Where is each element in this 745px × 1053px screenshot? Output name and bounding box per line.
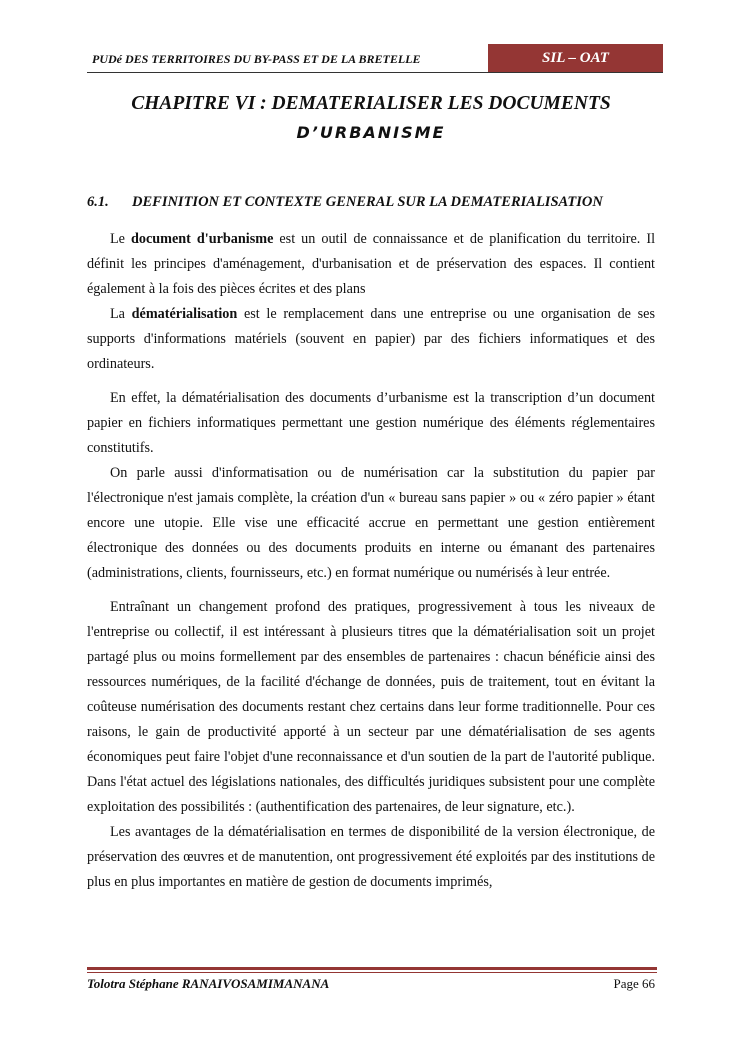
header-badge: SIL – OAT bbox=[488, 44, 663, 72]
chapter-title-line1: CHAPITRE VI : DEMATERIALISER LES DOCUMENTS bbox=[131, 93, 611, 114]
page-number: Page 66 bbox=[613, 976, 655, 991]
paragraph: Le document d'urbanisme est un outil de connaissance et de planification du territoire. Il définit les principes d'aménagement, d'urbanisation et de préservation des espaces. Il contient également à la fois des pièces écrites et des plans bbox=[87, 231, 656, 297]
footer-author: Tolotra Stéphane RANAIVOSAMIMANANA bbox=[87, 976, 330, 991]
term-document-urbanisme: document d'urbanisme bbox=[130, 231, 274, 247]
paragraph: On parle aussi d'informatisation ou de numérisation car la substitution du papier par l'électronique n'est jamais complète, la création d'un « bureau sans papier » ou « zéro papier » étant encore une utopie. Elle vise une efficacité accrue en permettant une gestion entièrement électronique des données ou des documents produits en interne ou émanant des partenaires (administrations, clients, fournisseurs, etc.) en format numérique ou numérisés à leur entrée. bbox=[87, 465, 655, 581]
section-title: DEFINITION ET CONTEXTE GENERAL SUR LA DEMATERIALISATION bbox=[132, 194, 603, 210]
chapter-title-line2: D’URBANISME bbox=[296, 123, 446, 142]
chapter-title bbox=[87, 92, 655, 144]
header-title: PUDé DES TERRITOIRES DU BY-PASS ET DE LA BRETELLE bbox=[92, 52, 421, 66]
footer-divider-thick bbox=[87, 967, 657, 970]
paragraph: Les avantages de la dématérialisation en termes de disponibilité de la version électronique, de préservation des œuvres et de manutention, ont progressivement été exploités par des institutions de plus en plus importantes en matière de gestion de documents imprimés, bbox=[87, 824, 655, 890]
paragraph: En effet, la dématérialisation des documents d’urbanisme est la transcription d’un document papier en fichiers informatiques permettant une gestion numérique des éléments réglementaires constitutifs. bbox=[87, 390, 655, 456]
section-heading bbox=[87, 194, 655, 211]
header-divider bbox=[87, 72, 663, 73]
paragraph: Entraînant un changement profond des pratiques, progressivement à tous les niveaux de l'entreprise ou collectif, il est intéressant à plusieurs titres que la dématérialisation soit un projet partagé plus ou moins formellement par des ensembles de partenaires : chacun bénéficie ainsi des ressources numériques, de la facilité d'échange de données, puis de traitement, tout en évitant la coûteuse numérisation des documents restant chez certains dans leur forme traditionnelle. Pour ces raisons, le gain de productivité apporté à un secteur par une dématérialisation de ses agents économiques peut faire l'objet d'une reconnaissance et d'un soutien de la part de l'autorité publique. Dans l'état actuel des législations nationales, des difficultés juridiques subsistent pour une complète exploitation des possibilités : (authentification des partenaires, de leur signature, etc.). bbox=[87, 599, 655, 815]
page-header bbox=[87, 44, 663, 74]
body-text bbox=[87, 227, 655, 895]
footer-divider-thin bbox=[87, 972, 657, 973]
paragraph: La dématérialisation est le remplacement dans une entreprise ou une organisation de ses supports d'informations matériels (souvent en papier) par des fichiers informatiques et des ordinateurs. bbox=[87, 306, 655, 372]
term-dematerialisation: dématérialisation bbox=[131, 306, 238, 322]
section-number: 6.1. bbox=[87, 194, 109, 210]
